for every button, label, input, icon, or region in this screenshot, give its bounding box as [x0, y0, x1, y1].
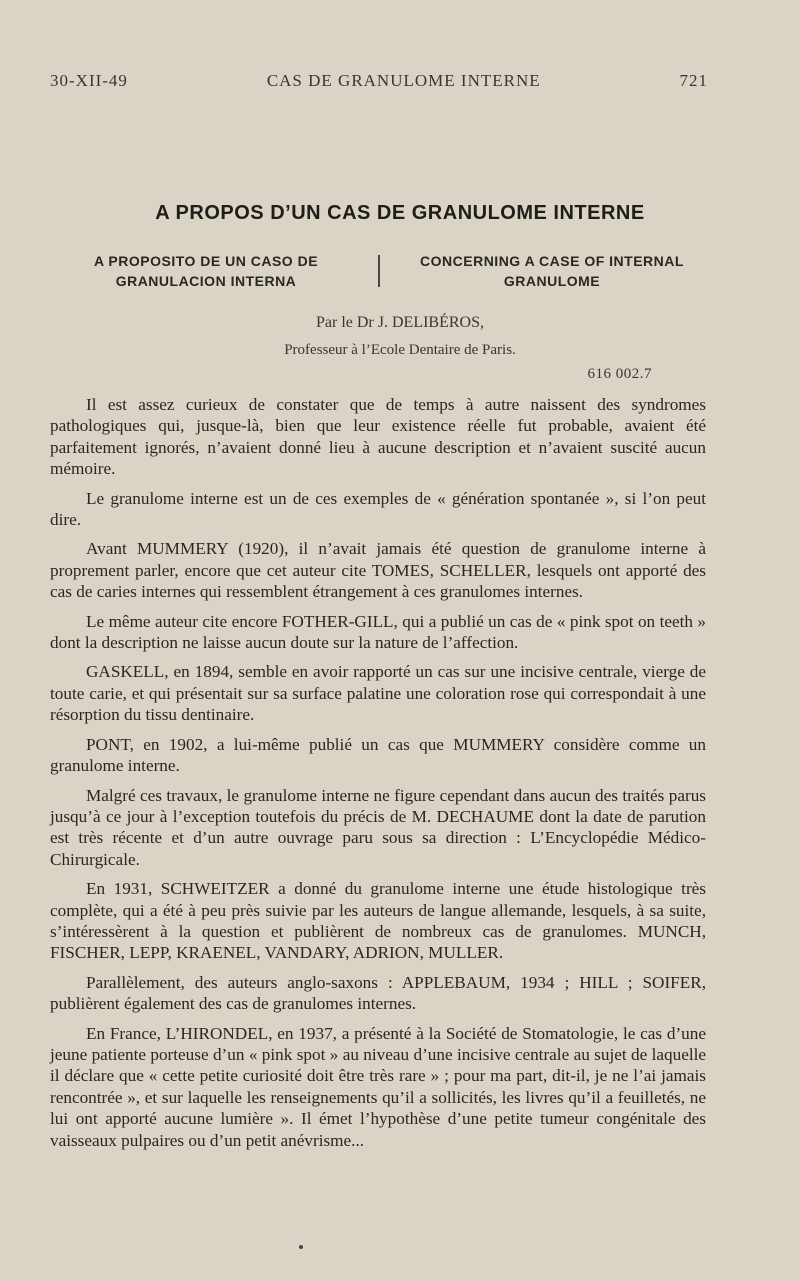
paragraph: Le granulome interne est un de ces exemples de « génération spontanée », si l’on peut dire.: [50, 488, 706, 530]
paragraph: En France, L’HIRONDEL, en 1937, a présenté à la Société de Stomatologie, le cas d’une jeune patiente porteuse d’un « pink spot » au niveau d’une incisive centrale au sujet de laquelle il déclare que « cette petite curiosité doit être très rare » ; pour ma part, dit-il, je ne l’ai jamais rencontrée », et sur laquelle les renseignements qu’il a sollicités, les livres qu’il a feuilletés, ne lui ont apporté aucune lumière ». Il émet l’hypothèse d’une petite tumeur congénitale des vaisseaux pulpaires ou d’un petit anévrisme...: [50, 1023, 706, 1150]
article-body: [50, 394, 706, 1159]
running-header: [50, 71, 708, 91]
paragraph: Parallèlement, des auteurs anglo-saxons : APPLEBAUM, 1934 ; HILL ; SOIFER, publièrent également des cas de granulomes internes.: [50, 972, 706, 1014]
page-mark: [299, 1245, 303, 1249]
paragraph: Malgré ces travaux, le granulome interne ne figure cependant dans aucun des traités parus jusqu’à ce jour à l’exception toutefois du précis de M. DECHAUME dont la date de parution est très récente et d’un autre ouvrage paru sous sa direction : L’Encyclopédie Médico-Chirurgicale.: [50, 785, 706, 869]
running-title: CAS DE GRANULOME INTERNE: [266, 71, 541, 90]
author-line: Par le Dr J. DELIBÉROS,: [316, 314, 484, 331]
paragraph: Le même auteur cite encore FOTHER-GILL, qui a publié un cas de « pink spot on teeth » dont la description ne laisse aucun doute sur la nature de l’affection.: [50, 611, 706, 653]
english-title: [386, 251, 718, 291]
spanish-title-line-1: A PROPOSITO DE UN CASO DE: [93, 253, 319, 269]
paragraph: En 1931, SCHWEITZER a donné du granulome interne une étude histologique très complète, qui a été à peu près suivie par les auteurs de langue allemande, lesquels, à sa suite, s’intéressèrent à la question et publièrent de nombreux cas de granulomes. MUNCH, FISCHER, LEPP, KRAENEL, VANDARY, ADRION, MULLER.: [50, 879, 706, 963]
paragraph: Il est assez curieux de constater que de temps à autre naissent des syndromes pathologiques qui, jusque-là, bien que leur existence réelle fut probable, avaient été parfaitement ignorés, n’avaient donné lieu à aucune description et n’avaient suscité aucun mémoire.: [50, 395, 706, 479]
spanish-title-line-2: GRANULACION INTERNA: [115, 273, 297, 289]
english-title-line-2: GRANULOME: [503, 273, 601, 289]
affiliation-line: Professeur à l’Ecole Dentaire de Paris.: [284, 342, 516, 358]
classification-number: 616 002.7: [587, 366, 652, 382]
english-title-line-1: CONCERNING A CASE OF INTERNAL: [420, 253, 684, 269]
article-title: A PROPOS D’UN CAS DE GRANULOME INTERNE: [155, 202, 645, 224]
spanish-title: [40, 251, 372, 291]
paragraph: PONT, en 1902, a lui-même publié un cas que MUMMERY considère comme un granulome interne.: [50, 734, 706, 776]
paragraph: GASKELL, en 1894, semble en avoir rapporté un cas sur une incisive centrale, vierge de toute carie, et qui présentait sur sa surface palatine une coloration rose qui correspondait à une résorption du tissu dentinaire.: [50, 662, 706, 725]
translated-titles: [40, 251, 720, 291]
page-number: 721: [679, 71, 708, 90]
paragraph: Avant MUMMERY (1920), il n’avait jamais été question de granulome interne à proprement parler, encore que cet auteur cite TOMES, SCHELLER, lesquels ont apporté des cas de caries internes qui ressemblent étrangement à ces granulomes internes.: [50, 539, 706, 602]
title-divider: [378, 255, 380, 287]
issue-date: 30-XII-49: [50, 71, 128, 90]
